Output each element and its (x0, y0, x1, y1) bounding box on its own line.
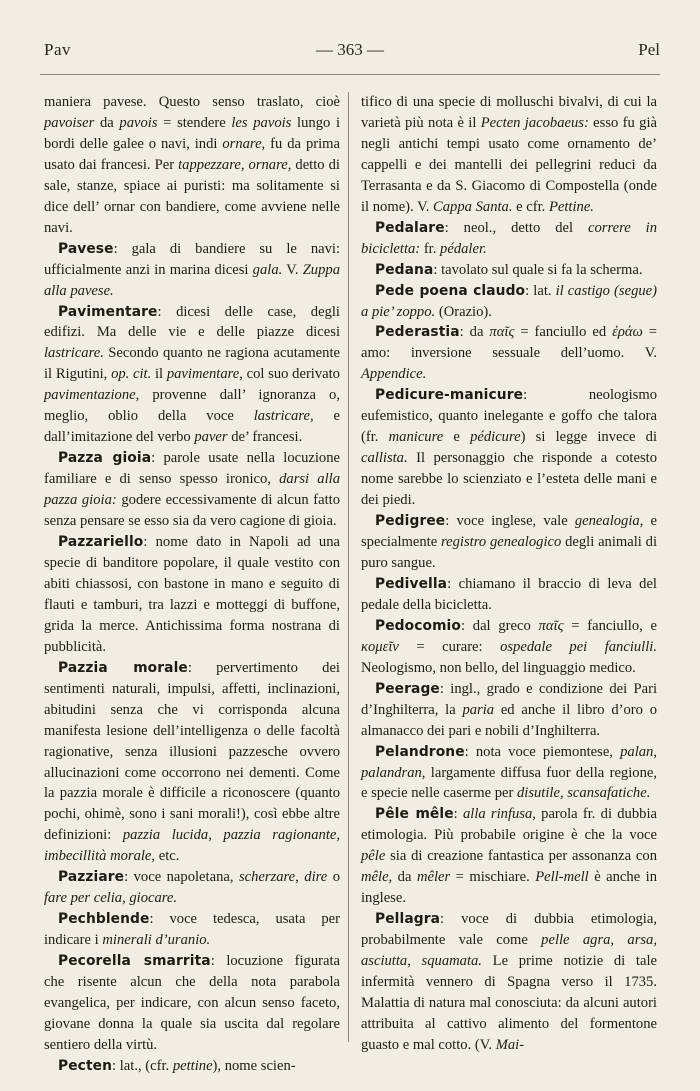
entry-text: : nota voce piemontese, (464, 743, 621, 760)
entry-text: Il personaggio che risponde a cotesto nome sarebbe lo scienziato e l’esteta delle mani e dei piedi. (361, 450, 657, 509)
italic-text: ospedale pei fanciulli. (500, 638, 657, 655)
entry-text: degli animali di puro sangue. (361, 534, 658, 571)
entry-text: : locuzione figurata che risente alcun che della nota parabola evangelica, per indicare, con alcun senso faceto, giovane donna la quale sia uscita dal regolare sentiero della virtù. (44, 953, 340, 1053)
entry-text: Neologismo, non bello, del linguaggio medico. (361, 659, 636, 676)
entry-text: e (443, 429, 471, 446)
entry-headword: Pechblende (58, 911, 150, 928)
dictionary-entry-pecorella (44, 951, 340, 1056)
italic-text: callista. (361, 450, 408, 467)
dictionary-entry-pedicure (361, 385, 657, 511)
entry-text: fu da prima usato dai francesi. Per (44, 135, 340, 173)
italic-text: manicure (388, 429, 444, 446)
running-header (0, 36, 700, 66)
italic-text: pavoiser (44, 114, 95, 131)
italic-text: les pavois (231, 114, 292, 131)
entry-text: da (392, 869, 417, 886)
entry-headword: Pedivella (375, 575, 448, 592)
entry-text: : dal greco (460, 617, 539, 634)
italic-text: pazzia lucida, pazzia ragionante, imbecillità morale, (44, 827, 340, 865)
italic-text: Cappa Santa. (433, 198, 513, 215)
italic-text: mêler (416, 869, 451, 886)
dictionary-entry-pedivella (361, 574, 657, 616)
dictionary-entry-pavese (44, 239, 340, 302)
entry-text: tifico di una specie di molluschi bivalvi, di cui la varietà più nota è il (361, 94, 657, 131)
italic-text: Pell-mell (535, 869, 589, 886)
entry-headword: Pelandrone (375, 743, 465, 760)
left-column (44, 92, 340, 1077)
entry-text: : (453, 806, 463, 823)
italic-text: il castigo (segue) a pie’ zoppo. (361, 282, 657, 320)
italic-text: registro genealogico (441, 534, 562, 551)
page-number: — 363 — (316, 40, 384, 59)
entry-text: Secondo quanto ne ragiona acutamente il Rigutini, (44, 345, 340, 383)
entry-text: e specialmente (361, 513, 657, 551)
italic-text: dire (304, 869, 328, 886)
entry-text: il (151, 366, 167, 383)
entry-text: : voce tedesca, usata per indicare i (44, 911, 340, 949)
italic-text: lastricare, (253, 408, 314, 425)
entry-text: : chiamano il braccio di leva del pedale della bicicletta. (361, 575, 657, 613)
italic-text: fare per celia, giocare. (44, 890, 178, 907)
dictionary-entry-pecten (44, 1056, 340, 1077)
header-left-guide-word: Pav (44, 40, 71, 59)
header-rule (40, 74, 660, 75)
entry-text: : lat., (cfr. (112, 1057, 173, 1074)
dictionary-entry-pedana (361, 260, 657, 281)
entry-text: = amo: inversione sessuale dell’uomo. V. (361, 324, 657, 362)
italic-text: Mai- (495, 1036, 525, 1053)
entry-headword: Pazziare (58, 869, 125, 886)
italic-text: lastricare. (44, 345, 104, 362)
entry-text: : gala di bandiere su le navi: ufficialmente anzi in marina dicesi (44, 240, 340, 278)
entry-headword: Peerage (375, 680, 440, 697)
dictionary-entry-pele-mele (361, 804, 657, 909)
entry-text: = fanciullo ed (514, 324, 613, 341)
italic-text: pavois (119, 114, 158, 131)
entry-headword: Pederastia (375, 324, 460, 341)
dictionary-entry-pedigree (361, 511, 657, 574)
entry-headword: Pedicure-manicure (375, 387, 524, 404)
italic-text: pelle agra, arsa, asciutta, squamata. (361, 932, 657, 970)
entry-headword: Pedana (375, 261, 434, 278)
entry-text: esso fu già negli antichi tempi usato come ornamento de’ cappelli e dei mantelli dei pellegrini reduci da Terrasanta e da S. Giacomo di Compostella (onde il nome). V. (361, 114, 657, 215)
italic-text: tappezzare, ornare, (178, 156, 292, 173)
entry-headword: Pecten (58, 1057, 113, 1074)
entry-text: = curare: (398, 638, 501, 655)
dictionary-entry-pederastia (361, 322, 657, 385)
dictionary-entry-cont2 (361, 92, 657, 218)
italic-text: pettine (172, 1057, 213, 1074)
entry-text: : pervertimento dei sentimenti naturali, impulsi, affetti, inclinazioni, abitudini senza che vi corrisponda alcuna manifesta lesione dell’intelligenza o delle facoltà ragionative, senza illusioni pazzesche ovvero allucinazioni come occorrono nei dementi. Come la pazzia morale è difficile a riconoscere (quanto pochi, ohimè, sono i sani morali!), così ebbe altre definizioni: (44, 659, 340, 844)
italic-text: Pecten jacobaeus: (480, 114, 589, 131)
entry-headword: Pede poena claudo (375, 282, 526, 299)
entry-text: etc. (155, 848, 180, 865)
entry-headword: Pedocomio (375, 617, 461, 634)
entry-text: : da (459, 324, 490, 341)
dictionary-entry-pazza-gioia (44, 448, 340, 532)
entry-headword: Pellagra (375, 911, 441, 928)
dictionary-entry-pechblende (44, 909, 340, 951)
entry-text: o (327, 869, 341, 886)
entry-text: : ingl., grado e condizione dei Pari d’Inghilterra, la (361, 680, 657, 718)
entry-text: V. (282, 261, 303, 278)
entry-headword: Pedigree (375, 513, 446, 530)
entry-text: maniera pavese. Questo senso traslato, cioè (44, 94, 340, 110)
italic-text: κομεῖν (361, 638, 399, 655)
entry-headword: Pazzariello (58, 534, 144, 551)
entry-text: : tavolato sul quale si fa la scherma. (433, 261, 643, 278)
entry-text: de’ francesi. (227, 429, 303, 446)
italic-text: gala. (252, 261, 283, 278)
entry-text: da (94, 114, 120, 131)
entry-headword: Pecorella smarrita (58, 953, 211, 970)
dictionary-entry-cont (44, 92, 340, 239)
entry-headword: Pêle mêle (375, 806, 454, 823)
italic-text: palan, palandran, (361, 743, 657, 781)
italic-text: alla rinfusa, (462, 806, 536, 823)
entry-text: è anche in inglese. (361, 869, 657, 907)
entry-text: : nome dato in Napoli ad una specie di banditore popolare, il quale vestito con abiti chiassosi, con bastone in mano e seguito di flauti e tamburi, tra lazzi e motteggi di buffone, grida la merce. Antichissima forma nostrana di pubblicità. (44, 534, 340, 655)
entry-text: detto di sale, stanze, spiace ai puristi: ma solitamente si dice dell’ ornar con bandiere, come avviene nelle navi. (44, 156, 340, 236)
entry-text: : neologismo eufemistico, quanto inelegante e goffo che talora (fr. (361, 387, 657, 446)
italic-text: paria (462, 701, 495, 718)
entry-text: largamente diffusa fuor della regione, e specie nelle caserme per (361, 764, 657, 802)
entry-text: ) si legge invece di (520, 429, 657, 446)
entry-text: ), nome scien- (212, 1057, 296, 1074)
entry-text: : voce inglese, vale (445, 513, 575, 530)
entry-text: (Orazio). (435, 303, 492, 320)
italic-text: pavimentare, (166, 366, 243, 383)
dictionary-entry-peerage (361, 679, 657, 742)
italic-text: παῖς (489, 324, 515, 341)
italic-text: correre in bicicletta: (361, 219, 657, 257)
italic-text: Appendice. (361, 366, 427, 383)
entry-headword: Pazza gioia (58, 450, 152, 467)
dictionary-entry-pazzia-morale (44, 658, 340, 868)
entry-text: lungo i bordi delle galee o navi, indi (44, 114, 341, 152)
entry-text: parola fr. di dubbia etimologia. Più probabile origine è che la voce (361, 806, 657, 844)
dictionary-entry-pedocomio (361, 616, 657, 679)
entry-text: : voce di dubbia etimologia, probabilmente vale come (361, 911, 657, 949)
entry-text: : parole usate nella locuzione familiare e di senso spesso ironico, (44, 450, 340, 488)
column-divider (348, 92, 349, 1042)
dictionary-entry-pazzariello (44, 532, 340, 658)
entry-text: sia di creazione fantastica per assonanza con (385, 848, 657, 865)
entry-text: e cfr. (512, 198, 549, 215)
entry-text: ed anche il libro d’oro o almanacco dei pari e nobili d’Inghilterra. (361, 701, 657, 739)
italic-text: pavimentazione, (44, 387, 140, 404)
italic-text: scherzare, (238, 869, 299, 886)
entry-text: = mischiare. (450, 869, 536, 886)
italic-text: paver (194, 429, 228, 446)
entry-text: = stendere (157, 114, 232, 131)
entry-text: e dall’imitazione del verbo (44, 408, 340, 446)
dictionary-entry-pavimentare (44, 302, 340, 449)
dictionary-entry-pelandrone (361, 742, 657, 805)
italic-text: παῖς (538, 617, 564, 634)
entry-headword: Pedalare (375, 219, 445, 236)
entry-text: : voce napoletana, (124, 869, 239, 886)
dictionary-entry-pazziare (44, 867, 340, 909)
entry-text: : lat. (525, 282, 556, 299)
dictionary-entry-pellagra (361, 909, 657, 1056)
italic-text: mêle, (361, 869, 393, 886)
italic-text: Pettine. (548, 198, 594, 215)
entry-text: = fanciullo, e (563, 617, 657, 634)
entry-text: col suo derivato (242, 366, 340, 383)
italic-text: genealogia, (574, 513, 644, 530)
italic-text: darsi alla pazza gioia: (44, 471, 340, 509)
header-right-guide-word: Pel (638, 40, 660, 59)
italic-text: ἐράω (612, 324, 643, 341)
entry-text: fr. (420, 240, 441, 257)
entry-text: : neol., detto del (444, 219, 588, 236)
entry-headword: Pavese (58, 240, 114, 257)
italic-text: disutile, scansafatiche. (516, 785, 651, 802)
dictionary-entry-pede-poena (361, 281, 657, 323)
entry-headword: Pavimentare (58, 303, 158, 320)
right-column (361, 92, 657, 1056)
italic-text: minerali d’uranio. (102, 932, 211, 949)
entry-text: provenne dall’ ignoranza o, meglio, oblio della voce (44, 387, 340, 425)
dictionary-entry-pedalare (361, 218, 657, 260)
entry-text: Le prime notizie di tale infermità vennero di Spagna verso il 1735. Malattia di natura mal conosciuta: da alcuni autori attribuita al cattivo alimento del formentone guasto e mal cotto. (V. (361, 953, 657, 1053)
italic-text: pédicure (470, 429, 521, 446)
italic-text: pédaler. (440, 240, 487, 257)
italic-text: Zuppa alla pavese. (44, 261, 340, 299)
entry-headword: Pazzia morale (58, 659, 188, 676)
italic-text: ornare, (222, 135, 266, 152)
entry-text: godere eccessivamente di alcun fatto senza pensare se esso sia da vero cagione di gioia. (44, 492, 340, 530)
entry-text: : dicesi delle case, degli edifizi. Ma delle vie e delle piazze dicesi (44, 303, 340, 341)
italic-text: op. cit. (111, 366, 152, 383)
italic-text: pêle (361, 848, 386, 865)
